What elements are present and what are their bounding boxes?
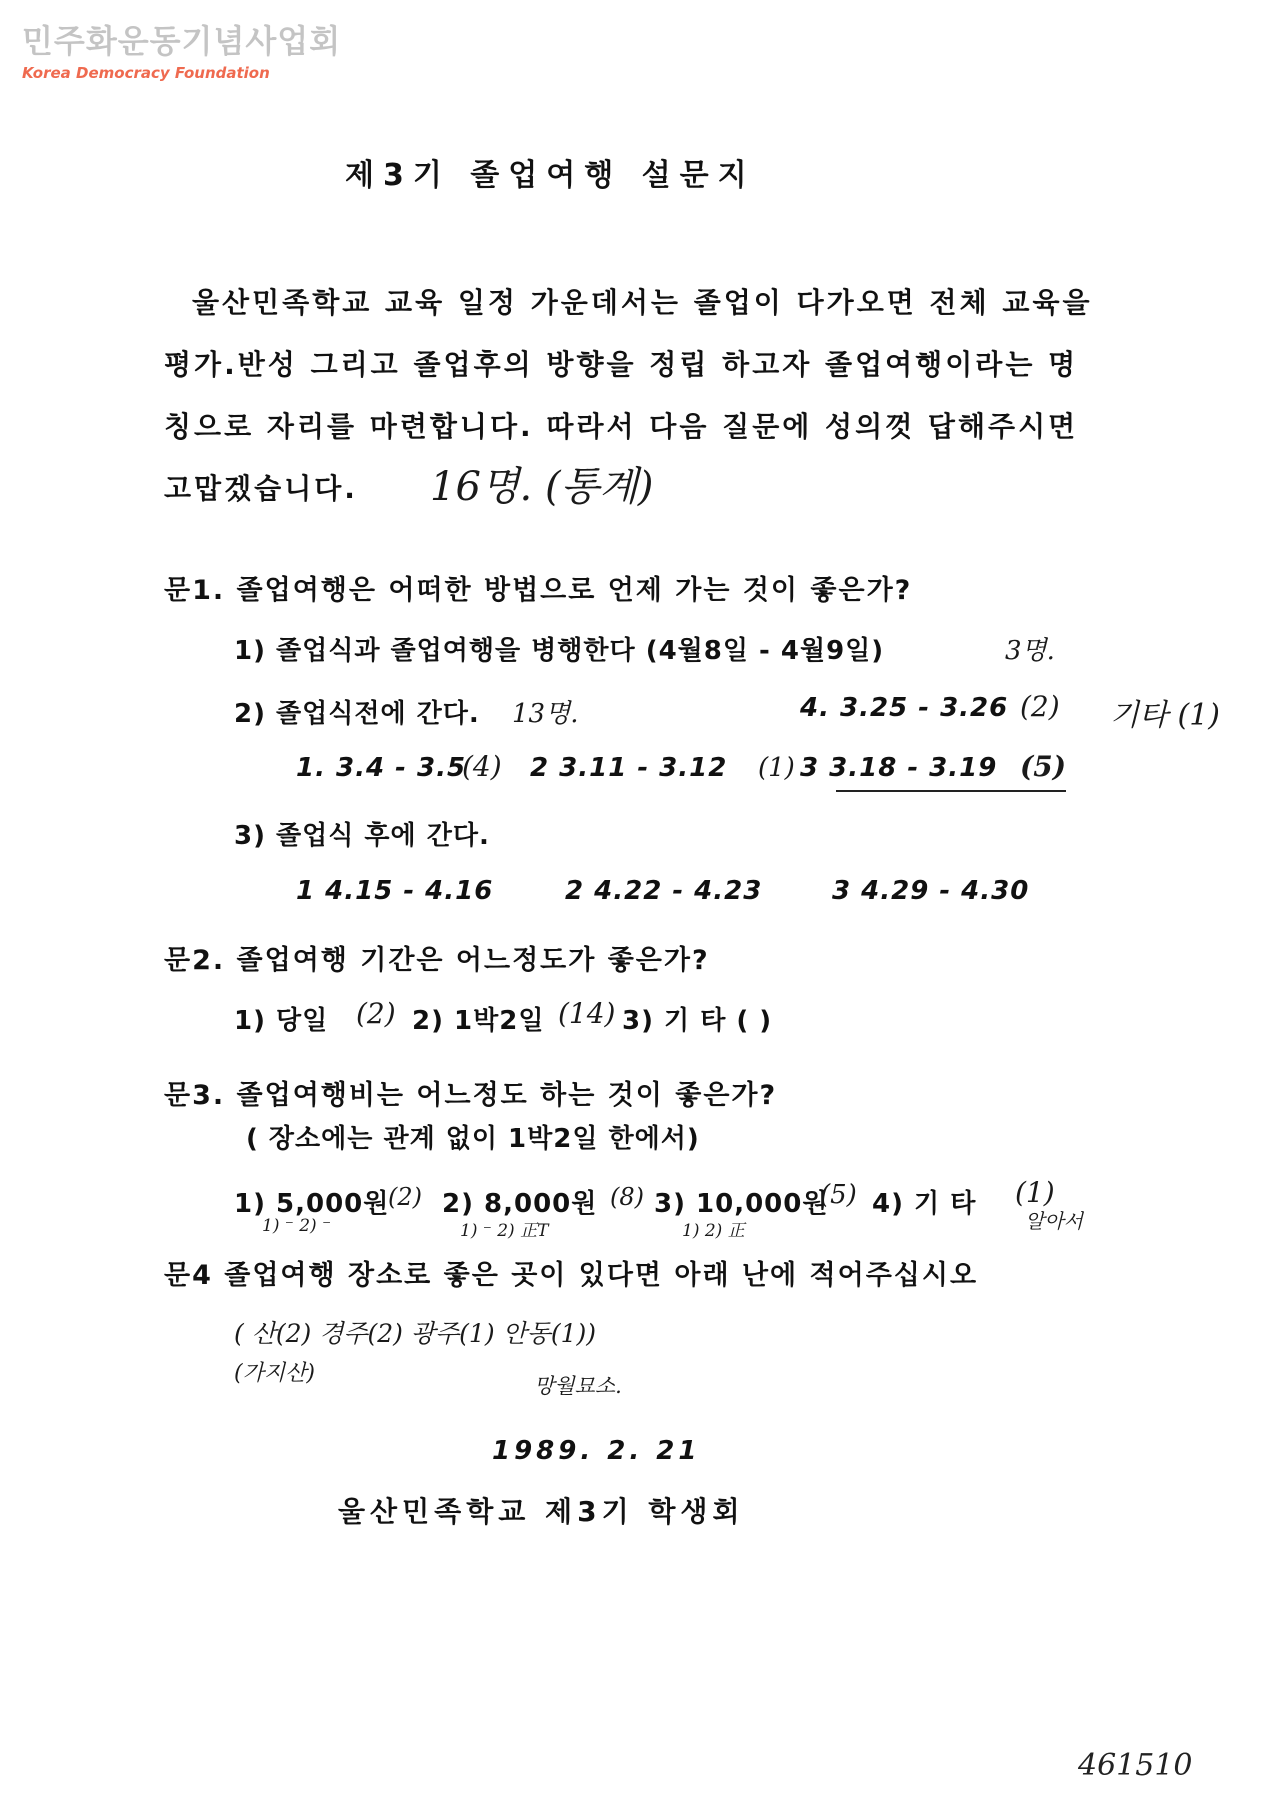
q3-option-2-count: (8): [610, 1183, 644, 1211]
q1-option-3-date-3: 3 4.29 - 4.30: [832, 876, 1030, 906]
q3-option-3: 3) 10,000원: [654, 1189, 829, 1219]
signature-line: 울산민족학교 제3기 학생회: [338, 1495, 745, 1528]
q1-option-2-date-3: 3 3.18 - 3.19: [800, 753, 998, 783]
q3-option-4-count: (1): [1015, 1176, 1055, 1209]
q3-tally-2: 1) ⁻ 2) 正T: [460, 1221, 549, 1241]
q1-option-2-date-1: 1. 3.4 - 3.5: [296, 753, 467, 783]
q3-option-4: 4) 기 타: [872, 1189, 977, 1219]
q1-option-2-date-2-count: (1): [758, 753, 795, 783]
q1-option-3-date-2: 2 4.22 - 4.23: [565, 876, 763, 906]
watermark-english: Korea Democracy Foundation: [22, 64, 270, 82]
q3-option-2: 2) 8,000원: [442, 1189, 598, 1219]
document-date: 1989. 2. 21: [492, 1436, 701, 1466]
q3-option-4-note: 알아서: [1025, 1209, 1083, 1233]
q3-option-3-count: (5): [820, 1180, 857, 1210]
q4-answers: ( 산(2) 경주(2) 광주(1) 안동(1)): [234, 1319, 596, 1348]
document-title: 제3기 졸업여행 설문지: [345, 158, 756, 193]
q2-option-3: 3) 기 타 ( ): [622, 1006, 773, 1036]
question-2-title: 문2. 졸업여행 기간은 어느정도가 좋은가?: [164, 945, 710, 976]
question-1-title: 문1. 졸업여행은 어떠한 방법으로 언제 가는 것이 좋은가?: [164, 575, 913, 606]
q1-option-2-other: 기타 (1): [1110, 698, 1220, 733]
intro-line: 울산민족학교 교육 일정 가운데서는 졸업이 다가오면 전체 교육을: [192, 286, 1093, 319]
q2-option-2-count: (14): [558, 997, 616, 1030]
q1-option-1-count: 3명.: [1005, 636, 1055, 666]
intro-line: 고맙겠습니다.: [164, 472, 358, 505]
q3-option-1: 1) 5,000원: [234, 1189, 390, 1219]
q1-option-3-date-1: 1 4.15 - 4.16: [296, 876, 494, 906]
intro-line: 칭으로 자리를 마련합니다. 따라서 다음 질문에 성의껏 답해주시면: [164, 410, 1079, 443]
q2-option-1: 1) 당일: [234, 1006, 329, 1036]
handwritten-tally-note: 16명. (통계): [430, 464, 654, 510]
q3-tally-1: 1) ⁻ 2) ⁻: [262, 1216, 332, 1236]
q4-answers-3: 망월묘소.: [534, 1374, 622, 1398]
q1-option-2-date-3-count: (5): [1020, 750, 1066, 783]
q2-option-2: 2) 1박2일: [412, 1006, 545, 1036]
q3-tally-3: 1) 2) 正: [682, 1221, 745, 1241]
q4-answers-2: (가지산): [234, 1361, 315, 1386]
question-3-title: 문3. 졸업여행비는 어느정도 하는 것이 좋은가?: [164, 1080, 778, 1111]
q1-option-2-date-4: 4. 3.25 - 3.26: [800, 693, 1009, 723]
q1-option-2: 2) 졸업식전에 간다.: [234, 699, 480, 729]
q3-option-1-count: (2): [388, 1183, 422, 1211]
q2-option-1-count: (2): [356, 997, 396, 1030]
question-4-title: 문4 졸업여행 장소로 좋은 곳이 있다면 아래 난에 적어주십시오: [164, 1260, 979, 1291]
q1-date-3-underline: [836, 790, 1066, 792]
q1-option-2-date-2: 2 3.11 - 3.12: [530, 753, 728, 783]
intro-line: 평가.반성 그리고 졸업후의 방향을 정립 하고자 졸업여행이라는 명: [164, 348, 1079, 381]
q1-option-3: 3) 졸업식 후에 간다.: [234, 821, 490, 851]
question-3-subtitle: ( 장소에는 관계 없이 1박2일 한에서): [246, 1124, 700, 1154]
watermark-korean: 민주화운동기념사업회: [22, 22, 342, 60]
document-number: 461510: [1078, 1748, 1193, 1783]
q1-option-2-date-4-count: (2): [1020, 690, 1060, 723]
q1-option-1: 1) 졸업식과 졸업여행을 병행한다 (4월8일 - 4월9일): [234, 636, 885, 666]
q1-option-2-count: 13명.: [512, 699, 579, 729]
q1-option-2-date-1-count: (4): [462, 750, 502, 783]
